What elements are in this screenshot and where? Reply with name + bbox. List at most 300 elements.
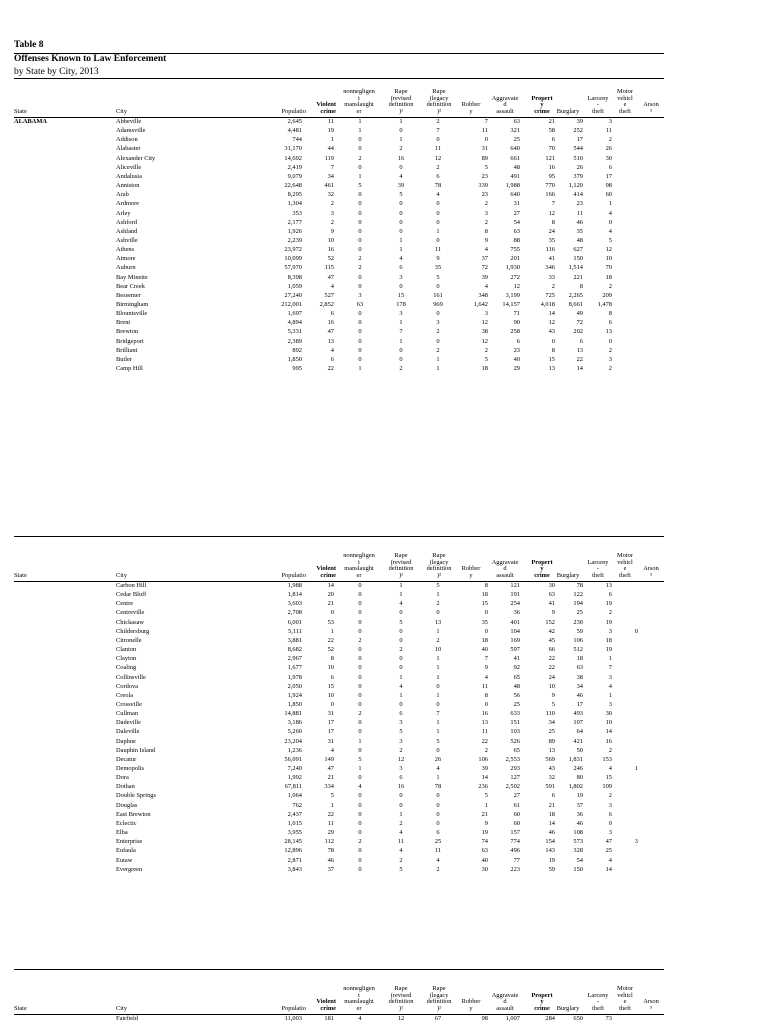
- cell-rape-leg: 0: [436, 792, 440, 800]
- cell-larceny: 98: [605, 182, 612, 190]
- cell-property: 21: [548, 118, 555, 125]
- cell-murder: 0: [358, 719, 362, 727]
- cell-burglary: 328: [573, 847, 583, 855]
- cell-robbery: 0: [484, 136, 488, 144]
- cell-population: 1,988: [287, 582, 302, 589]
- cell-property: 18: [548, 810, 555, 818]
- header-top-rule: [14, 536, 664, 537]
- cell-population: 3,186: [287, 719, 302, 727]
- cell-murder: 0: [358, 664, 362, 672]
- column-header-rape-rev: Rape (revised definition )¹: [388, 551, 414, 580]
- column-header-rape-rev: Rape (revised definition )¹: [388, 87, 414, 116]
- cell-rape-rev: 4: [399, 600, 403, 608]
- cell-property: 42: [548, 627, 555, 635]
- cell-robbery: 2: [484, 200, 488, 208]
- cell-murder: 0: [358, 227, 362, 235]
- city-name: Daphne: [116, 737, 136, 745]
- column-header-property: Propert y crime: [531, 558, 553, 580]
- cell-rape-rev: 12: [397, 755, 405, 763]
- cell-rape-rev: 1: [399, 236, 403, 244]
- cell-burglary: 573: [573, 838, 583, 846]
- cell-burglary: 18: [576, 655, 583, 663]
- cell-rape-leg: 10: [434, 646, 442, 654]
- cell-agg: 65: [513, 746, 520, 754]
- city-name: Adamsville: [116, 127, 146, 135]
- cell-rape-rev: 1: [399, 673, 403, 681]
- cell-larceny: 2: [608, 609, 612, 617]
- column-header-motor: Motor vehicl e theft: [617, 87, 633, 116]
- cell-rape-leg: 4: [436, 856, 440, 864]
- column-header-burglary: Burglary: [556, 572, 580, 580]
- city-name: Daleville: [116, 728, 140, 736]
- cell-property: 6: [551, 792, 555, 800]
- city-name: Arab: [116, 191, 129, 199]
- cell-violent: 112: [324, 838, 334, 846]
- city-name: Bear Creek: [116, 282, 145, 290]
- cell-violent: 29: [327, 829, 334, 837]
- cell-rape-rev: 4: [399, 682, 403, 690]
- cell-murder: 0: [358, 728, 362, 736]
- cell-rape-leg: 0: [436, 810, 440, 818]
- cell-rape-rev: 5: [399, 191, 403, 199]
- cell-agg: 103: [510, 728, 520, 736]
- cell-burglary: 379: [573, 172, 583, 180]
- cell-agg: 254: [510, 600, 520, 608]
- city-name: Ardmore: [116, 200, 140, 208]
- column-header-arson: Arson ³: [643, 565, 659, 580]
- cell-agg: 1,930: [505, 264, 520, 272]
- cell-larceny: 73: [605, 1015, 612, 1022]
- cell-larceny: 4: [608, 227, 612, 235]
- column-header-state: State: [14, 1005, 27, 1013]
- cell-property: 41: [548, 600, 555, 608]
- cell-rape-rev: 3: [399, 719, 403, 727]
- city-name: Cedar Bluff: [116, 591, 147, 599]
- cell-rape-leg: 5: [436, 582, 440, 589]
- cell-burglary: 22: [576, 355, 583, 363]
- cell-property: 8: [551, 218, 555, 226]
- cell-motor: 3: [634, 838, 638, 846]
- city-name: Clanton: [116, 646, 137, 654]
- cell-rape-leg: 1: [436, 664, 440, 672]
- cell-larceny: 15: [605, 774, 612, 782]
- cell-murder: 0: [358, 856, 362, 864]
- cell-population: 1,978: [287, 673, 302, 681]
- cell-murder: 1: [358, 127, 362, 135]
- city-name: Demopolis: [116, 765, 145, 772]
- cell-larceny: 12: [605, 246, 612, 254]
- cell-violent: 149: [324, 755, 334, 763]
- cell-burglary: 17: [576, 136, 583, 144]
- cell-rape-rev: 0: [399, 346, 403, 354]
- cell-violent: 52: [327, 255, 334, 263]
- cell-property: 166: [545, 191, 555, 199]
- cell-robbery: 5: [484, 163, 488, 171]
- cell-rape-leg: 11: [434, 847, 442, 855]
- cell-violent: 6: [330, 355, 334, 363]
- cell-agg: 191: [510, 591, 520, 599]
- cell-rape-leg: 7: [436, 710, 440, 718]
- cell-population: 3,603: [287, 600, 302, 608]
- cell-agg: 127: [510, 774, 520, 782]
- cell-burglary: 150: [573, 255, 583, 263]
- cell-violent: 37: [327, 865, 334, 873]
- cell-burglary: 17: [576, 700, 583, 708]
- cell-violent: 22: [327, 636, 334, 644]
- cell-population: 8,295: [287, 191, 302, 199]
- cell-larceny: 60: [605, 191, 612, 199]
- column-header-agg: Aggravate d assault: [491, 558, 519, 580]
- cell-rape-leg: 1: [436, 591, 440, 599]
- cell-rape-rev: 5: [399, 618, 403, 626]
- city-name: Brent: [116, 319, 131, 327]
- cell-robbery: 106: [478, 755, 488, 763]
- cell-property: 25: [548, 728, 555, 736]
- column-header-state: State: [14, 108, 27, 116]
- city-name: Bessemer: [116, 291, 141, 299]
- cell-population: 22,648: [284, 182, 302, 190]
- cell-larceny: 19: [605, 646, 612, 654]
- cell-agg: 40: [513, 355, 520, 363]
- cell-violent: 2: [330, 200, 334, 208]
- cell-murder: 0: [358, 865, 362, 873]
- cell-violent: 31: [327, 710, 334, 718]
- cell-burglary: 627: [573, 246, 583, 254]
- cell-property: 13: [548, 365, 555, 373]
- cell-rape-rev: 6: [399, 710, 403, 718]
- city-name: Eufaula: [116, 847, 136, 855]
- cell-murder: 0: [358, 618, 362, 626]
- cell-property: 12: [548, 209, 555, 217]
- cell-population: 762: [292, 801, 302, 809]
- cell-population: 27,240: [284, 291, 302, 299]
- cell-agg: 14,157: [502, 301, 520, 308]
- cell-burglary: 2,265: [568, 291, 583, 299]
- column-header-city: City: [116, 572, 128, 580]
- cell-population: 1,850: [287, 355, 302, 363]
- cell-larceny: 19: [605, 600, 612, 608]
- cell-property: 41: [548, 255, 555, 263]
- cell-murder: 0: [358, 810, 362, 818]
- cell-burglary: 11: [576, 209, 583, 217]
- cell-robbery: 7: [484, 655, 488, 663]
- cell-murder: 0: [358, 673, 362, 681]
- cell-rape-leg: 2: [436, 346, 440, 354]
- cell-larceny: 3: [608, 627, 612, 635]
- cell-violent: 7: [330, 163, 334, 171]
- cell-agg: 1,007: [505, 1015, 520, 1022]
- cell-property: 9: [551, 691, 555, 699]
- city-name: Alabaster: [116, 145, 141, 153]
- column-header-rape-rev: Rape (revised definition )¹: [388, 984, 414, 1013]
- cell-property: 24: [548, 673, 555, 681]
- cell-larceny: 4: [608, 856, 612, 864]
- column-header-state: State: [14, 572, 27, 580]
- cell-agg: 27: [513, 792, 520, 800]
- cell-larceny: 2: [608, 365, 612, 373]
- cell-murder: 0: [358, 328, 362, 336]
- cell-agg: 90: [513, 319, 520, 327]
- cell-population: 2,645: [287, 118, 302, 125]
- cell-rape-leg: 0: [436, 746, 440, 754]
- cell-population: 5,111: [288, 627, 302, 635]
- cell-rape-leg: 0: [436, 801, 440, 809]
- city-name: Cullman: [116, 710, 139, 718]
- city-name: Double Springs: [116, 792, 156, 800]
- cell-property: 0: [551, 337, 555, 345]
- cell-violent: 46: [327, 856, 334, 864]
- cell-burglary: 49: [576, 310, 583, 318]
- city-name: Andalusia: [116, 172, 142, 180]
- cell-violent: 5: [330, 792, 334, 800]
- cell-population: 67,811: [284, 783, 302, 791]
- cell-rape-rev: 2: [399, 746, 403, 754]
- column-header-property: Propert y crime: [531, 991, 553, 1013]
- cell-burglary: 26: [576, 163, 583, 171]
- cell-larceny: 3: [608, 829, 612, 837]
- cell-agg: 157: [510, 829, 520, 837]
- cell-robbery: 9: [484, 819, 488, 827]
- cell-larceny: 70: [605, 264, 612, 272]
- cell-burglary: 512: [573, 646, 583, 654]
- cell-violent: 461: [324, 182, 334, 190]
- cell-rape-rev: 2: [399, 145, 403, 153]
- cell-rape-leg: 0: [436, 310, 440, 318]
- column-header-murder: nonnegligen t manslaught er: [343, 551, 375, 580]
- cell-rape-rev: 7: [399, 328, 403, 336]
- cell-burglary: 1,120: [568, 182, 583, 190]
- cell-rape-rev: 12: [397, 1015, 405, 1022]
- cell-rape-rev: 2: [399, 646, 403, 654]
- column-header-population: Populatio: [281, 1005, 306, 1013]
- cell-population: 2,419: [287, 163, 302, 171]
- cell-rape-leg: 11: [434, 246, 442, 254]
- cell-robbery: 16: [481, 710, 488, 718]
- cell-property: 4,018: [540, 301, 555, 308]
- cell-agg: 61: [513, 801, 520, 809]
- cell-rape-leg: 4: [436, 191, 440, 199]
- cell-rape-leg: 1: [436, 774, 440, 782]
- cell-robbery: 23: [481, 172, 488, 180]
- city-name: Dora: [116, 774, 129, 782]
- cell-larceny: 30: [605, 710, 612, 718]
- cell-agg: 774: [510, 838, 520, 846]
- cell-rape-leg: 6: [436, 172, 440, 180]
- cell-murder: 0: [358, 646, 362, 654]
- cell-burglary: 202: [573, 328, 583, 336]
- cell-agg: 60: [513, 819, 520, 827]
- cell-violent: 13: [327, 337, 334, 345]
- cell-property: 569: [545, 755, 555, 763]
- cell-burglary: 13: [576, 346, 583, 354]
- city-name: Creola: [116, 691, 134, 699]
- city-name: Enterprise: [116, 838, 143, 846]
- city-name: Blountsville: [116, 310, 148, 318]
- cell-agg: 491: [510, 172, 520, 180]
- cell-violent: 15: [327, 682, 334, 690]
- cell-burglary: 78: [576, 582, 583, 589]
- cell-rape-leg: 969: [433, 301, 443, 308]
- cell-robbery: 2: [484, 746, 488, 754]
- cell-property: 7: [551, 200, 555, 208]
- cell-violent: 0: [330, 700, 334, 708]
- cell-rape-leg: 9: [436, 255, 440, 263]
- cell-rape-rev: 0: [399, 227, 403, 235]
- cell-rape-leg: 67: [434, 1015, 442, 1022]
- cell-population: 5,331: [287, 328, 302, 336]
- cell-agg: 169: [510, 636, 520, 644]
- cell-robbery: 72: [481, 264, 488, 272]
- cell-rape-rev: 0: [399, 163, 403, 171]
- cell-rape-leg: 2: [436, 636, 440, 644]
- cell-larceny: 2: [608, 346, 612, 354]
- cell-rape-rev: 5: [399, 865, 403, 873]
- cell-rape-leg: 0: [436, 819, 440, 827]
- cell-property: 34: [548, 719, 555, 727]
- cell-murder: 0: [358, 200, 362, 208]
- cell-murder: 0: [358, 236, 362, 244]
- cell-robbery: 38: [481, 328, 488, 336]
- cell-rape-rev: 0: [399, 218, 403, 226]
- cell-murder: 63: [356, 301, 364, 308]
- cell-rape-leg: 78: [434, 783, 442, 791]
- cell-robbery: 9: [484, 236, 488, 244]
- cell-property: 59: [548, 865, 555, 873]
- cell-larceny: 4: [608, 682, 612, 690]
- cell-rape-rev: 1: [399, 246, 403, 254]
- cell-burglary: 246: [573, 765, 583, 772]
- cell-murder: 0: [358, 746, 362, 754]
- cell-rape-leg: 0: [436, 200, 440, 208]
- cell-property: 10: [548, 682, 555, 690]
- cell-rape-leg: 1: [436, 655, 440, 663]
- cell-burglary: 1,514: [568, 264, 583, 272]
- cell-violent: 47: [327, 765, 334, 772]
- cell-agg: 71: [513, 310, 520, 318]
- cell-murder: 0: [358, 819, 362, 827]
- cell-murder: 1: [358, 172, 362, 180]
- cell-larceny: 1: [608, 691, 612, 699]
- cell-population: 12,896: [284, 847, 302, 855]
- cell-robbery: 4: [484, 673, 488, 681]
- cell-agg: 633: [510, 710, 520, 718]
- cell-violent: 22: [327, 365, 334, 373]
- cell-rape-rev: 2: [399, 856, 403, 864]
- cell-population: 8,398: [287, 273, 302, 281]
- cell-agg: 56: [513, 691, 520, 699]
- cell-property: 43: [548, 328, 555, 336]
- column-header-city: City: [116, 108, 128, 116]
- cell-agg: 104: [510, 627, 520, 635]
- cell-murder: 4: [358, 783, 362, 791]
- cell-robbery: 236: [478, 783, 488, 791]
- cell-agg: 2,553: [505, 755, 520, 763]
- cell-burglary: 1,831: [568, 755, 583, 763]
- cell-property: 66: [548, 646, 555, 654]
- cell-property: 19: [548, 856, 555, 864]
- cell-violent: 11: [327, 819, 334, 827]
- cell-rape-leg: 1: [436, 728, 440, 736]
- cell-burglary: 194: [573, 600, 583, 608]
- cell-murder: 2: [358, 264, 362, 272]
- cell-rape-rev: 1: [399, 319, 403, 327]
- cell-robbery: 89: [481, 154, 488, 162]
- cell-population: 892: [292, 346, 302, 354]
- cell-agg: 526: [510, 737, 520, 745]
- cell-robbery: 5: [484, 355, 488, 363]
- cell-burglary: 46: [576, 218, 583, 226]
- cell-population: 5,260: [287, 728, 302, 736]
- cell-agg: 48: [513, 163, 520, 171]
- cell-property: 284: [545, 1015, 555, 1022]
- cell-agg: 31: [513, 200, 520, 208]
- cell-property: 6: [551, 136, 555, 144]
- city-name: Eclectic: [116, 819, 137, 827]
- cell-rape-rev: 0: [399, 801, 403, 809]
- cell-population: 2,239: [287, 236, 302, 244]
- cell-murder: 5: [358, 182, 362, 190]
- cell-rape-leg: 2: [436, 328, 440, 336]
- cell-rape-rev: 6: [399, 264, 403, 272]
- city-name: Clayton: [116, 655, 137, 663]
- cell-property: 35: [548, 236, 555, 244]
- cell-agg: 77: [513, 856, 520, 864]
- city-name: Centre: [116, 600, 134, 608]
- column-header-agg: Aggravate d assault: [491, 991, 519, 1013]
- cell-property: 591: [545, 783, 555, 791]
- cell-rape-rev: 0: [399, 200, 403, 208]
- cell-burglary: 50: [576, 746, 583, 754]
- cell-agg: 23: [513, 346, 520, 354]
- cell-murder: 0: [358, 792, 362, 800]
- cell-agg: 661: [510, 154, 520, 162]
- cell-population: 4,894: [287, 319, 302, 327]
- cell-rape-rev: 178: [396, 301, 406, 308]
- cell-burglary: 35: [576, 227, 583, 235]
- cell-agg: 88: [513, 236, 520, 244]
- cell-violent: 47: [327, 273, 334, 281]
- cell-population: 2,177: [287, 218, 302, 226]
- cell-robbery: 2: [484, 346, 488, 354]
- cell-violent: 52: [327, 646, 334, 654]
- cell-population: 1,924: [287, 691, 302, 699]
- cell-violent: 6: [330, 310, 334, 318]
- cell-population: 3,881: [287, 636, 302, 644]
- cell-rape-leg: 0: [436, 609, 440, 617]
- cell-rape-rev: 0: [399, 609, 403, 617]
- cell-property: 15: [548, 355, 555, 363]
- cell-rape-rev: 11: [397, 838, 405, 846]
- cell-population: 4,481: [287, 127, 302, 135]
- city-name: Chickasaw: [116, 618, 145, 626]
- cell-larceny: 10: [605, 719, 612, 727]
- cell-agg: 293: [510, 765, 520, 772]
- city-name: Atmore: [116, 255, 136, 263]
- cell-larceny: 6: [608, 591, 612, 599]
- city-name: Bay Minette: [116, 273, 148, 281]
- cell-murder: 1: [358, 365, 362, 373]
- cell-property: 8: [551, 346, 555, 354]
- cell-rape-rev: 1: [399, 582, 403, 589]
- cell-murder: 0: [358, 209, 362, 217]
- column-header-population: Populatio: [281, 572, 306, 580]
- cell-murder: 0: [358, 801, 362, 809]
- cell-robbery: 19: [481, 829, 488, 837]
- cell-population: 31,170: [284, 145, 302, 153]
- cell-robbery: 0: [484, 609, 488, 617]
- cell-robbery: 18: [481, 365, 488, 373]
- cell-property: 5: [551, 700, 555, 708]
